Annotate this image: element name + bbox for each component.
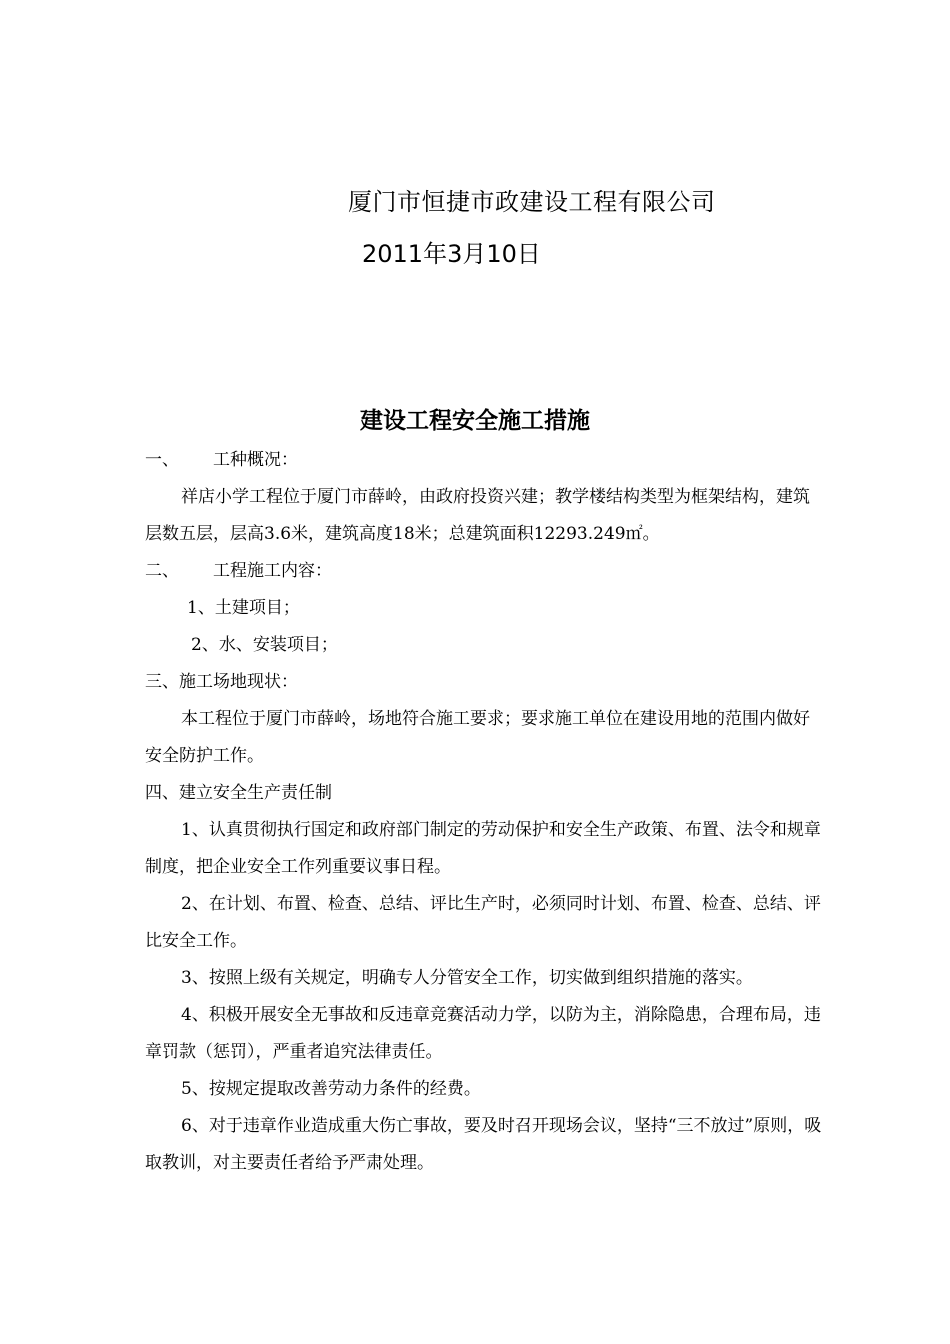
section-4-item: 6、对于违章作业造成重大伤亡事故，要及时召开现场会议，坚持“三不放过”原则，吸取教训，对主要责任者给予严肃处理。: [145, 1116, 822, 1173]
section-1-title: 工种概况：: [213, 450, 298, 470]
section-4-item: 4、积极开展安全无事故和反违章竞赛活动力学，以防为主，消除隐患，合理布局，违章罚款（惩罚），严重者追究法律责任。: [145, 1005, 821, 1062]
section-2-heading: [145, 553, 825, 590]
section-2-item: 2、水、安装项目；: [191, 635, 338, 655]
document-title: 建设工程安全施工措施: [360, 408, 590, 434]
section-1-text: 祥店小学工程位于厦门市薛岭，由政府投资兴建；教学楼结构类型为框架结构，建筑层数五层，层高3.6米，建筑高度18米；总建筑面积12293.249㎡。: [145, 487, 810, 544]
section-4-item: 3、按照上级有关规定，明确专人分管安全工作，切实做到组织措施的落实。: [181, 968, 753, 988]
document-date: 2011年3月10日: [362, 240, 541, 268]
section-4-item: 5、按规定提取改善劳动力条件的经费。: [181, 1079, 481, 1099]
section-2-number: 二、: [145, 561, 179, 581]
section-4-item: 2、在计划、布置、检查、总结、评比生产时，必须同时计划、布置、检查、总结、评比安全工作。: [145, 894, 821, 951]
section-1-number: 一、: [145, 450, 179, 470]
section-3-heading: 三、施工场地现状：: [145, 672, 298, 692]
section-4-item: 1、认真贯彻执行国定和政府部门制定的劳动保护和安全生产政策、布置、法令和规章制度，把企业安全工作列重要议事日程。: [145, 820, 821, 877]
document-body: [145, 442, 825, 1182]
section-3-text: 本工程位于厦门市薛岭，场地符合施工要求；要求施工单位在建设用地的范围内做好安全防护工作。: [145, 709, 810, 766]
section-2-title: 工程施工内容：: [213, 561, 332, 581]
section-4-heading: 四、建立安全生产责任制: [145, 783, 332, 803]
company-name: 厦门市恒捷市政建设工程有限公司: [348, 188, 716, 216]
section-2-item: 1、土建项目；: [187, 598, 300, 618]
section-1-heading: [145, 442, 825, 479]
